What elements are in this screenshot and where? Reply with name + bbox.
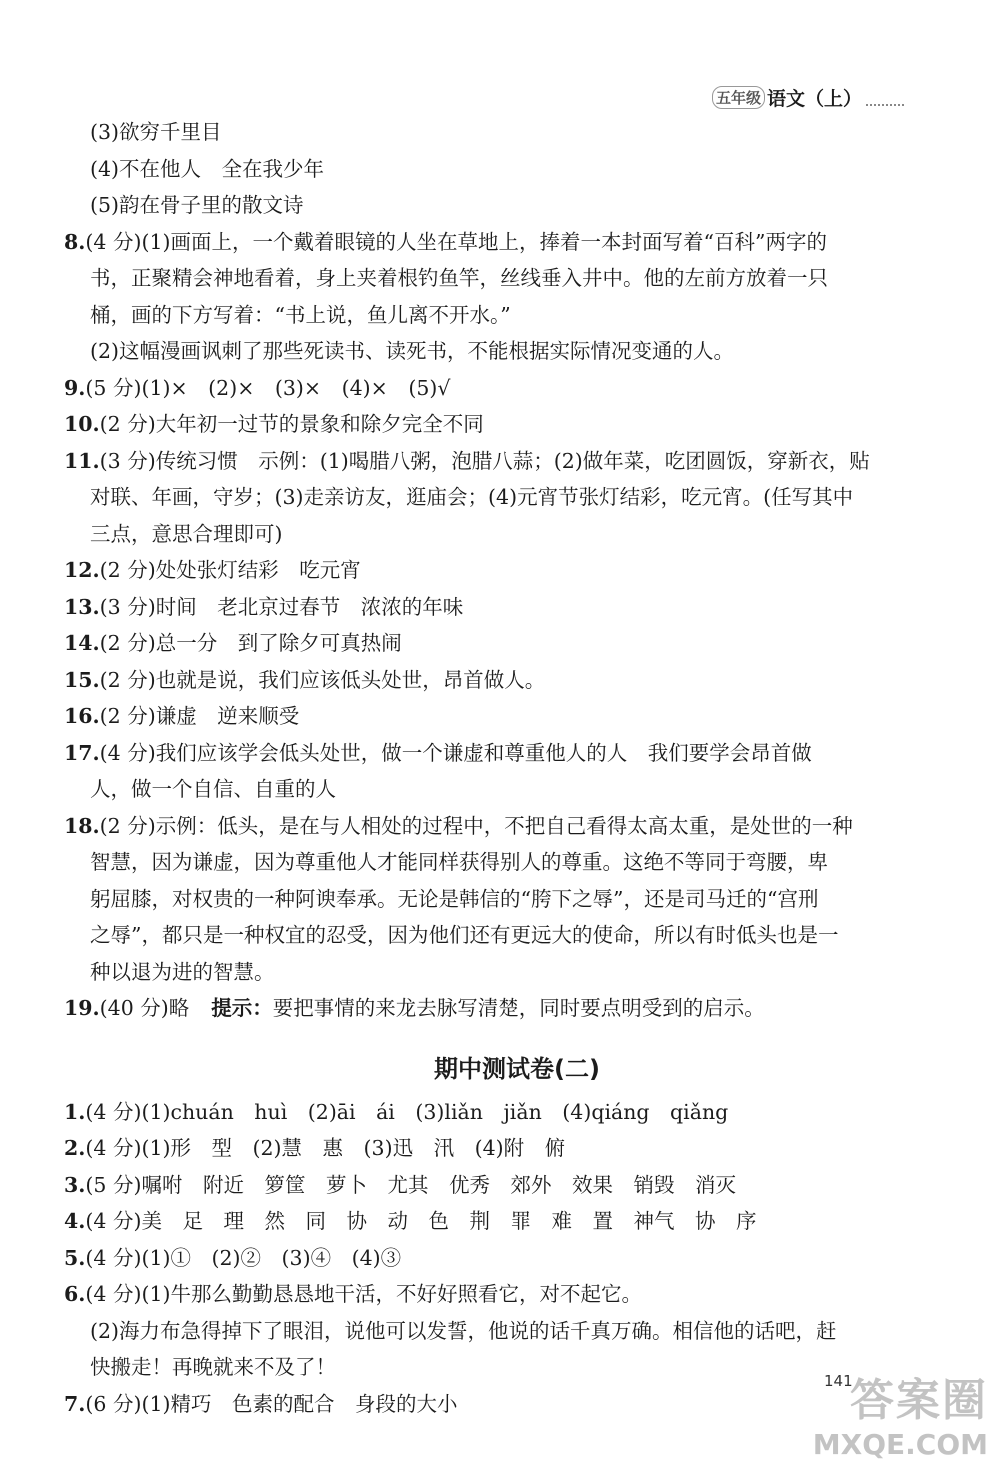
answer-line: 躬屈膝，对权贵的一种阿谀奉承。无论是韩信的“胯下之辱”，还是司马迁的“宫刑 xyxy=(90,886,819,911)
subject-title: 语文（上） xyxy=(766,88,862,110)
question-number: 14. xyxy=(64,631,100,655)
s2-question-2 xyxy=(64,1130,910,1167)
answer-text: (6 分)(1)精巧 色素的配合 身段的大小 xyxy=(85,1391,458,1416)
question-number: 16. xyxy=(64,704,100,728)
hint-label: 提示： xyxy=(211,996,273,1020)
answer-text: (2 分)处处张灯结彩 吃元宵 xyxy=(99,558,361,582)
question-19 xyxy=(64,990,910,1027)
answer-text: (4 分)(1)chuán huì (2)āi ái (3)liǎn jiǎn (4)qiáng qiǎng xyxy=(85,1099,729,1124)
answer-content xyxy=(64,114,910,1422)
answer-text: (3 分)时间 老北京过春节 浓浓的年味 xyxy=(99,594,464,619)
answer-line: 种以退为进的智慧。 xyxy=(90,959,275,984)
question-16 xyxy=(64,698,910,735)
answer-line: 对联、年画，守岁；(3)走亲访友，逛庙会；(4)元宵节张灯结彩，吃元宵。(任写其中 xyxy=(90,485,854,509)
answer-text: (2 分)示例：低头，是在与人相处的过程中，不把自己看得太高太重，是处世的一种 xyxy=(99,813,853,838)
question-8 xyxy=(64,224,910,261)
question-number: 11. xyxy=(64,448,100,473)
question-13 xyxy=(64,589,910,626)
question-number: 8. xyxy=(64,229,86,254)
answer-line: (2)海力布急得掉下了眼泪，说他可以发誓，他说的话千真万确。相信他的话吧，赶 xyxy=(90,1318,837,1343)
answer-text: (2 分)总一分 到了除夕可真热闹 xyxy=(99,631,402,655)
answer-text: (5 分)(1)× (2)× (3)× (4)× (5)√ xyxy=(85,375,451,400)
answer-line: 桶，画的下方写着：“书上说，鱼儿离不开水。” xyxy=(90,302,511,327)
header-decoration xyxy=(866,90,904,106)
s2-question-7 xyxy=(64,1386,910,1423)
answer-text: (5 分)嘱咐 附近 箩筐 萝卜 尤其 优秀 郊外 效果 销毁 消灭 xyxy=(85,1172,736,1197)
answer-text: (4 分)(1)形 型 (2)慧 惠 (3)迅 汛 (4)附 俯 xyxy=(85,1136,566,1160)
question-number: 2. xyxy=(64,1136,86,1160)
answer-text: (2 分)谦虚 逆来顺受 xyxy=(99,704,300,728)
answer-text: (4 分)(1)① (2)② (3)④ (4)③ xyxy=(85,1245,402,1270)
hint-text: 要把事情的来龙去脉写清楚，同时要点明受到的启示。 xyxy=(272,996,765,1020)
question-9 xyxy=(64,370,910,407)
grade-badge: 五年级 xyxy=(712,86,765,109)
s2-question-3 xyxy=(64,1167,910,1204)
question-number: 10. xyxy=(64,412,100,436)
question-number: 6. xyxy=(64,1282,86,1306)
answer-text: (4 分)(1)画面上，一个戴着眼镜的人坐在草地上，捧着一本封面写着“百科”两字的 xyxy=(85,229,827,254)
answer-text: (40 分)略 xyxy=(99,996,190,1020)
answer-line: 书，正聚精会神地看着，身上夹着根钓鱼竿，丝线垂入井中。他的左前方放着一只 xyxy=(90,266,828,290)
question-number: 4. xyxy=(64,1209,86,1233)
question-number: 18. xyxy=(64,813,100,838)
answer-text: (4 分)(1)牛那么勤勤恳恳地干活，不好好照看它，对不起它。 xyxy=(85,1282,642,1306)
answer-line: 之辱”，都只是一种权宜的忍受，因为他们还有更远大的使命，所以有时低头也是一 xyxy=(90,923,839,947)
running-header xyxy=(712,84,904,111)
question-15 xyxy=(64,662,910,699)
watermark-url: MXQE.COM xyxy=(812,1428,988,1461)
answer-line: (5)韵在骨子里的散文诗 xyxy=(90,193,304,217)
s2-question-6 xyxy=(64,1276,910,1313)
watermark-logo: 答案圈 xyxy=(850,1375,988,1426)
question-number: 9. xyxy=(64,375,86,400)
s2-question-4 xyxy=(64,1203,910,1240)
question-number: 15. xyxy=(64,667,100,692)
question-number: 1. xyxy=(64,1099,86,1124)
answer-line: 快搬走！再晚就来不及了！ xyxy=(90,1355,336,1379)
question-18 xyxy=(64,808,910,845)
question-17 xyxy=(64,735,910,772)
question-10 xyxy=(64,406,910,443)
answer-text: (3 分)传统习惯 示例：(1)喝腊八粥，泡腊八蒜；(2)做年菜，吃团圆饭，穿新衣，贴 xyxy=(99,448,870,473)
question-number: 5. xyxy=(64,1245,86,1270)
answer-line: (2)这幅漫画讽刺了那些死读书、读死书，不能根据实际情况变通的人。 xyxy=(90,339,735,363)
question-number: 13. xyxy=(64,594,100,619)
question-number: 7. xyxy=(64,1391,86,1416)
watermark xyxy=(813,1364,988,1461)
answer-text: (2 分)大年初一过节的景象和除夕完全不同 xyxy=(99,412,484,436)
question-12 xyxy=(64,552,910,589)
answer-line: 智慧，因为谦虚，因为尊重他人才能同样获得别人的尊重。这绝不等同于弯腰，卑 xyxy=(90,850,828,874)
s2-question-5 xyxy=(64,1240,910,1277)
question-11 xyxy=(64,443,910,480)
section-title: 期中测试卷(二) xyxy=(434,1054,600,1083)
question-number: 12. xyxy=(64,558,100,582)
question-number: 17. xyxy=(64,740,100,765)
answer-line: 三点，意思合理即可) xyxy=(90,521,283,546)
s2-question-1 xyxy=(64,1094,910,1131)
answer-text: (2 分)也就是说，我们应该低头处世，昂首做人。 xyxy=(99,667,546,692)
question-number: 3. xyxy=(64,1172,86,1197)
answer-text: (4 分)我们应该学会低头处世，做一个谦虚和尊重他人的人 我们要学会昂首做 xyxy=(99,740,812,765)
answer-line: 人，做一个自信、自重的人 xyxy=(90,777,336,801)
question-number: 19. xyxy=(64,996,100,1020)
answer-line: (4)不在他人 全在我少年 xyxy=(90,156,325,181)
answer-line: (3)欲穷千里目 xyxy=(90,120,222,144)
question-14 xyxy=(64,625,910,662)
answer-text: (4 分)美 足 理 然 同 协 动 色 荆 罪 难 置 神气 协 序 xyxy=(85,1209,757,1233)
page-number: 141 xyxy=(824,1372,853,1390)
